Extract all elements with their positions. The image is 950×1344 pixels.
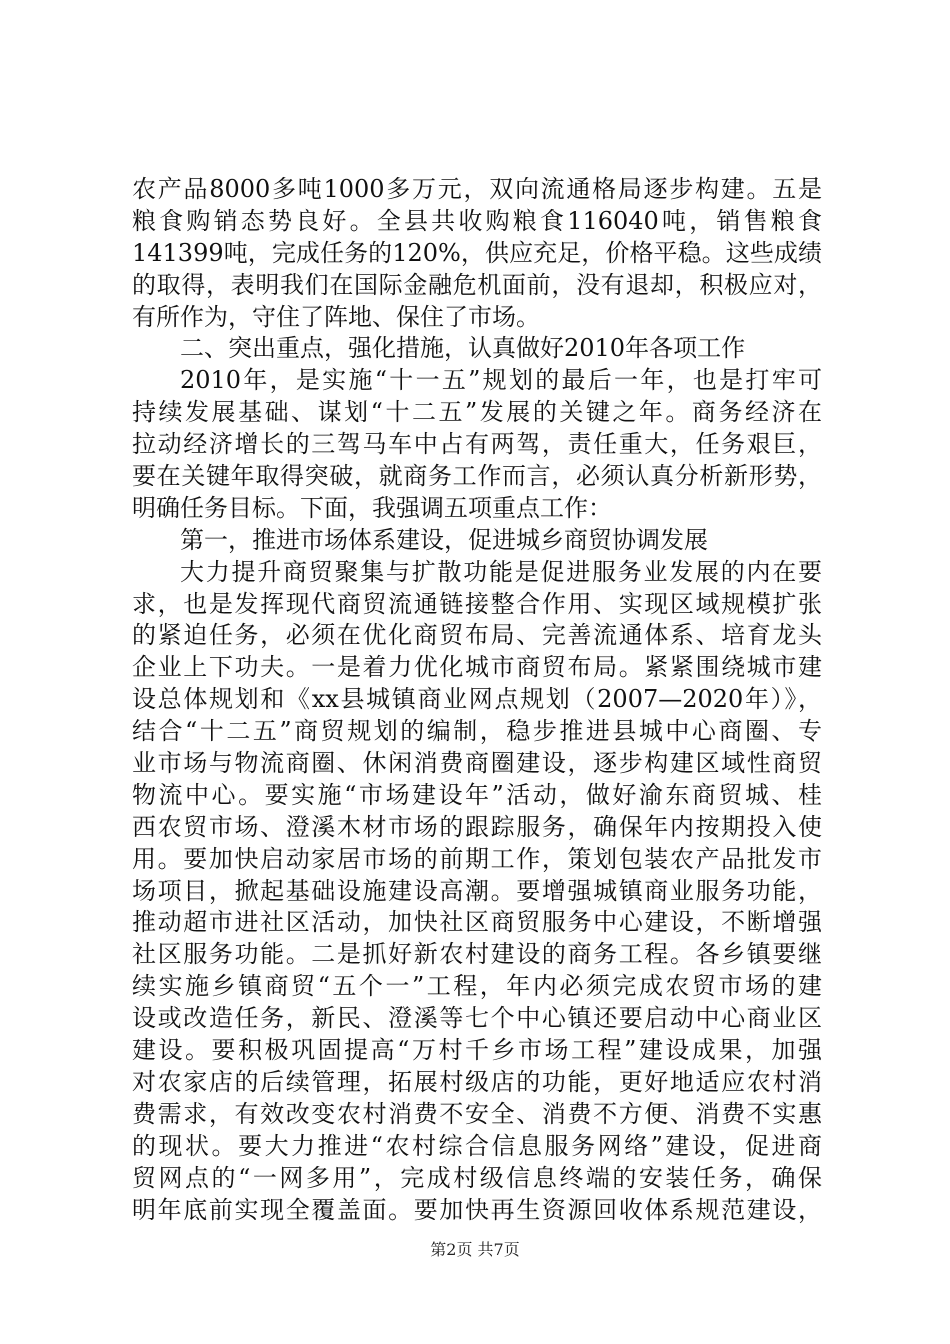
body-line: 社区服务功能。二是抓好新农村建设的商务工程。各乡镇要继 <box>132 940 822 969</box>
body-line: 企业上下功夫。一是着力优化城市商贸布局。紧紧围绕城市建 <box>132 653 822 682</box>
body-line: 2010年，是实施“十一五”规划的最后一年，也是打牢可 <box>180 366 822 395</box>
body-line: 对农家店的后续管理，拓展村级店的功能，更好地适应农村消 <box>132 1067 822 1096</box>
body-line: 要在关键年取得突破，就商务工作而言，必须认真分析新形势， <box>132 462 822 491</box>
body-line: 的紧迫任务，必须在优化商贸布局、完善流通体系、培育龙头 <box>132 621 822 650</box>
section-heading: 二、突出重点，强化措施，认真做好2010年各项工作 <box>180 334 746 363</box>
body-line: 贸网点的“一网多用”，完成村级信息终端的安装任务，确保 <box>132 1163 822 1192</box>
body-line: 推动超市进社区活动，加快社区商贸服务中心建设，不断增强 <box>132 908 822 937</box>
body-line: 141399吨，完成任务的120%，供应充足，价格平稳。这些成绩 <box>132 238 822 267</box>
body-line: 结合“十二五”商贸规划的编制，稳步推进县城中心商圈、专 <box>132 717 822 746</box>
body-line: 用。要加快启动家居市场的前期工作，策划包装农产品批发市 <box>132 844 822 873</box>
body-line: 农产品8000多吨1000多万元，双向流通格局逐步构建。五是 <box>132 175 822 203</box>
body-line: 的取得，表明我们在国际金融危机面前，没有退却，积极应对， <box>132 270 822 299</box>
body-line: 有所作为，守住了阵地、保住了市场。 <box>132 302 540 331</box>
body-line: 西农贸市场、澄溪木材市场的跟踪服务，确保年内按期投入使 <box>132 812 822 841</box>
subsection-heading: 第一，推进市场体系建设，促进城乡商贸协调发展 <box>180 525 708 554</box>
body-line: 明年底前实现全覆盖面。要加快再生资源回收体系规范建设， <box>132 1195 822 1224</box>
body-line: 物流中心。要实施“市场建设年”活动，做好渝东商贸城、桂 <box>132 780 822 809</box>
body-line: 拉动经济增长的三驾马车中占有两驾，责任重大，任务艰巨， <box>132 430 822 459</box>
body-line: 续实施乡镇商贸“五个一”工程，年内必须完成农贸市场的建 <box>132 972 822 1001</box>
body-line: 持续发展基础、谋划“十二五”发展的关键之年。商务经济在 <box>132 398 822 427</box>
body-line: 建设。要积极巩固提高“万村千乡市场工程”建设成果，加强 <box>132 1036 822 1065</box>
body-line: 业市场与物流商圈、休闲消费商圈建设，逐步构建区域性商贸 <box>132 749 822 778</box>
body-line: 求，也是发挥现代商贸流通链接整合作用、实现区域规模扩张 <box>132 589 822 618</box>
page-number-label: 第2页 共7页 <box>430 1240 520 1259</box>
body-line: 设总体规划和《xx县城镇商业网点规划（2007—2020年）》， <box>132 685 822 714</box>
body-line: 大力提升商贸聚集与扩散功能是促进服务业发展的内在要 <box>180 557 822 586</box>
body-line: 设或改造任务，新民、澄溪等七个中心镇还要启动中心商业区 <box>132 1004 822 1033</box>
body-line: 明确任务目标。下面，我强调五项重点工作： <box>132 493 612 522</box>
body-line: 粮食购销态势良好。全县共收购粮食116040吨，销售粮食 <box>132 206 822 235</box>
body-line: 的现状。要大力推进“农村综合信息服务网络”建设，促进商 <box>132 1131 822 1160</box>
page-footer <box>0 1240 950 1260</box>
body-line: 费需求，有效改变农村消费不安全、消费不方便、消费不实惠 <box>132 1099 822 1128</box>
document-body <box>132 174 822 1226</box>
body-line: 场项目，掀起基础设施建设高潮。要增强城镇商业服务功能， <box>132 876 822 905</box>
